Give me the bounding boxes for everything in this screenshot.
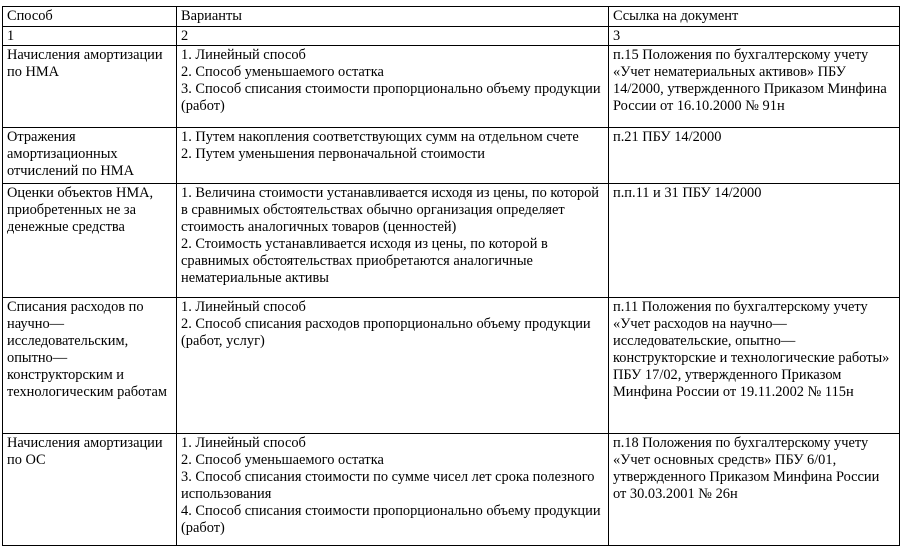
- option-item: 1. Линейный способ: [181, 47, 306, 63]
- row-method: Списания расходов по научно—исследовательским, опытно—конструкторским и технологическим работам: [3, 298, 177, 434]
- option-item: 1. Линейный способ: [181, 299, 306, 315]
- option-item: 3. Способ списания стоимости по сумме чисел лет срока полезного использования: [181, 469, 595, 502]
- row-method: Начисления амортизации по ОС: [3, 434, 177, 546]
- row-options: [177, 434, 609, 546]
- row-reference: п.21 ПБУ 14/2000: [609, 128, 900, 184]
- table-row: [3, 184, 900, 298]
- option-item: 2. Стоимость устанавливается исходя из цены, по которой в сравнимых обстоятельствах приобретаются аналогичные нематериальные активы: [181, 236, 548, 286]
- row-reference: п.11 Положения по бухгалтерскому учету «Учет расходов на научно—исследовательские, опытно—конструкторские и технологические работы» ПБУ 17/02, утвержденного Приказом Минфина России от 19.11.2002 № 115н: [609, 298, 900, 434]
- column-number-2: 2: [177, 27, 609, 46]
- row-method: Отражения амортизационных отчислений по НМА: [3, 128, 177, 184]
- column-number-3: 3: [609, 27, 900, 46]
- option-item: 1. Путем накопления соответствующих сумм на отдельном счете: [181, 129, 579, 145]
- option-item: 2. Путем уменьшения первоначальной стоимости: [181, 146, 486, 162]
- accounting-policy-table: [2, 6, 900, 546]
- row-method: Оценки объектов НМА, приобретенных не за денежные средства: [3, 184, 177, 298]
- table-row: [3, 128, 900, 184]
- row-options: [177, 128, 609, 184]
- header-reference: Ссылка на документ: [609, 7, 900, 27]
- header-method: Способ: [3, 7, 177, 27]
- option-item: 3. Способ списания стоимости пропорционально объему продукции (работ): [181, 81, 601, 114]
- row-reference: п.18 Положения по бухгалтерскому учету «Учет основных средств» ПБУ 6/01, утвержденного Приказом Минфина России от 30.03.2001 № 26н: [609, 434, 900, 546]
- row-options: [177, 46, 609, 128]
- row-reference: п.15 Положения по бухгалтерскому учету «Учет нематериальных активов» ПБУ 14/2000, утвержденного Приказом Минфина России от 16.10.2000 № 91н: [609, 46, 900, 128]
- column-number-1: 1: [3, 27, 177, 46]
- option-item: 4. Способ списания стоимости пропорционально объему продукции (работ): [181, 503, 601, 536]
- row-reference: п.п.11 и 31 ПБУ 14/2000: [609, 184, 900, 298]
- table-row: [3, 434, 900, 546]
- header-row: [3, 7, 900, 27]
- option-item: 1. Линейный способ: [181, 435, 306, 451]
- header-options: Варианты: [177, 7, 609, 27]
- row-method: Начисления амортизации по НМА: [3, 46, 177, 128]
- option-item: 2. Способ списания расходов пропорционально объему продукции (работ, услуг): [181, 316, 591, 349]
- option-item: 1. Величина стоимости устанавливается исходя из цены, по которой в сравнимых обстоятельствах обычно организация определяет стоимость аналогичных товаров (ценностей): [181, 185, 600, 235]
- column-number-row: [3, 27, 900, 46]
- row-options: [177, 298, 609, 434]
- row-options: [177, 184, 609, 298]
- option-item: 2. Способ уменьшаемого остатка: [181, 64, 384, 80]
- table-row: [3, 46, 900, 128]
- option-item: 2. Способ уменьшаемого остатка: [181, 452, 384, 468]
- table-row: [3, 298, 900, 434]
